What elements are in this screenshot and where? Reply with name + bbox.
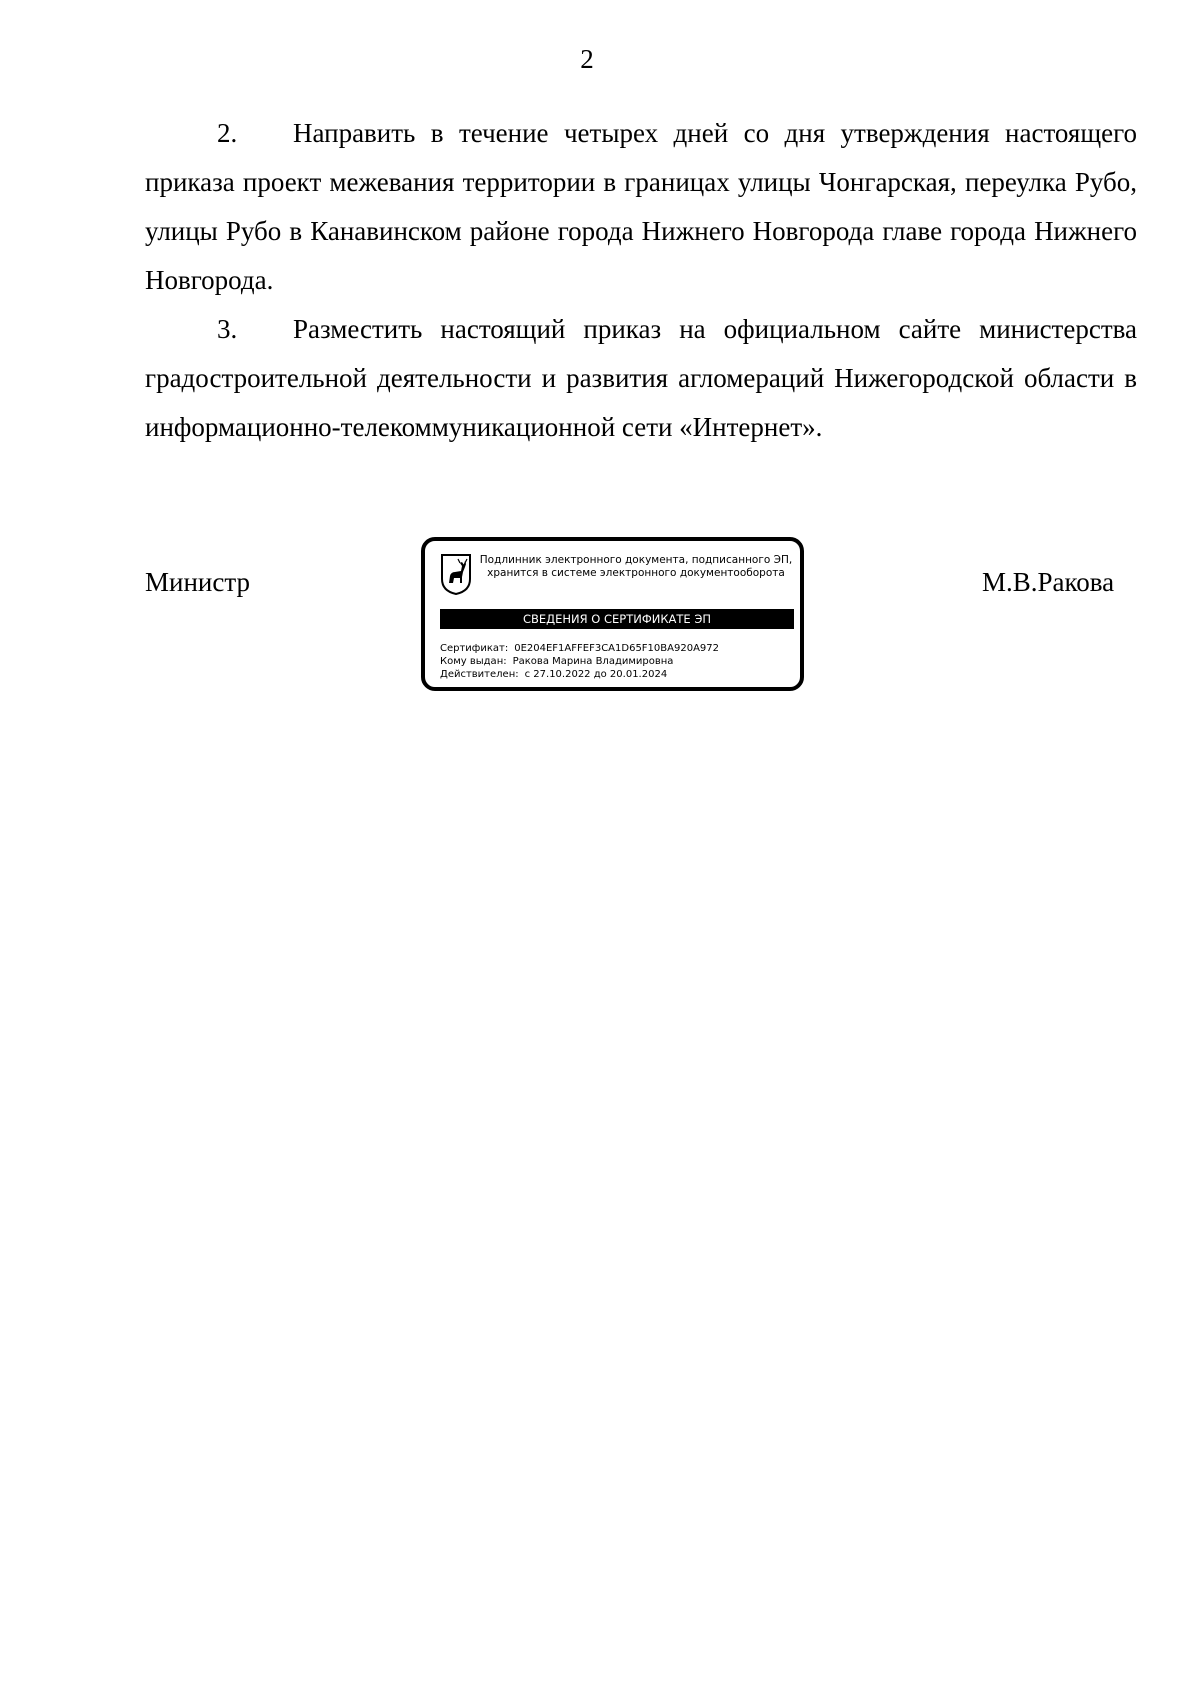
item-text: Направить в течение четырех дней со дня утверждения настоящего приказа проект межевания территории в границах улицы Чонгарская, переулка Рубо, улицы Рубо в Канавинском районе города Нижнего Новгорода главе города Нижнего Новгорода. [145,118,1137,295]
order-item-3 [145,305,1137,452]
certificate-row [440,642,796,655]
validity-row [440,668,796,681]
issued-to-row [440,655,796,668]
certificate-value: 0E204EF1AFFEF3CA1D65F10BA920A972 [514,643,719,654]
order-item-2 [145,109,1137,305]
item-text: Разместить настоящий приказ на официальном сайте министерства градостроительной деятельности и развития агломераций Нижегородской области в информационно-телекоммуникационной сети «Интернет». [145,314,1137,442]
certificate-label: Сертификат: [440,643,509,654]
item-number: 3. [217,314,238,344]
nizhny-novgorod-deer-crest-icon [440,553,472,595]
validity-label: Действителен: [440,669,519,680]
stamp-certificate-title: СВЕДЕНИЯ О СЕРТИФИКАТЕ ЭП [440,609,794,629]
item-number: 2. [217,118,238,148]
validity-value: с 27.10.2022 до 20.01.2024 [524,669,668,680]
stamp-certificate-details [440,642,796,681]
stamp-header-line: хранится в системе электронного документооборота [487,567,785,579]
stamp-header [477,554,795,580]
issued-to-label: Кому выдан: [440,656,507,667]
stamp-header-line: Подлинник электронного документа, подписанного ЭП, [479,554,793,566]
signatory-name: М.В.Ракова [982,567,1115,597]
signatory-title: Министр [145,567,250,597]
page-number: 2 [580,44,594,74]
electronic-signature-stamp [421,537,804,691]
issued-to-value: Ракова Марина Владимировна [512,656,674,667]
